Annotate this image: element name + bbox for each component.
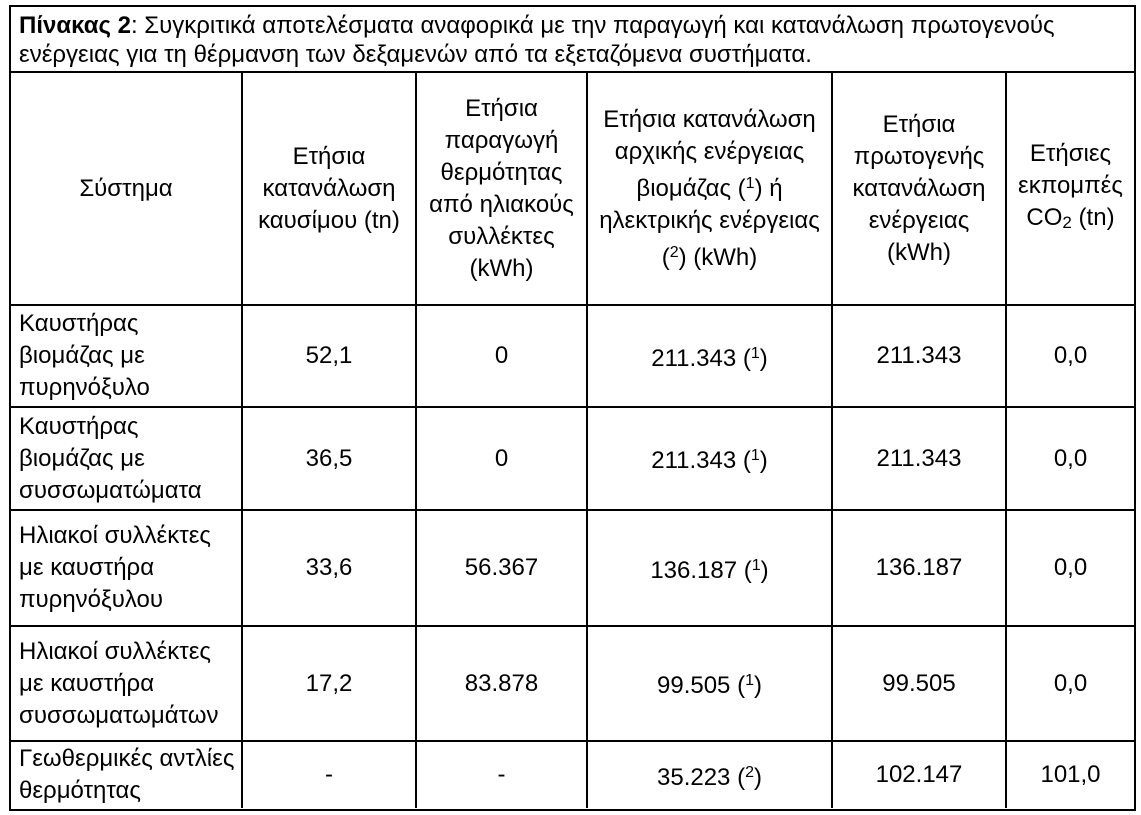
footnote-marker: 1 xyxy=(745,672,754,689)
table-row xyxy=(11,626,1134,741)
cell-system: Καυστήρας βιομάζας με πυρηνόξυλο xyxy=(11,305,242,407)
cell-system: Καυστήρας βιομάζας με συσσωματώματα xyxy=(11,407,242,510)
header-co2 xyxy=(1006,73,1134,305)
initial-close: ) xyxy=(760,556,769,584)
table-row xyxy=(11,407,1134,510)
cell-initial-energy xyxy=(587,407,832,510)
footnote-marker: 2 xyxy=(745,763,754,781)
table-frame xyxy=(9,5,1136,811)
initial-close: ) xyxy=(753,672,762,699)
cell-co2: 0,0 xyxy=(1006,305,1134,407)
table-caption xyxy=(11,7,1134,73)
cell-primary-energy: 136.187 xyxy=(832,510,1006,626)
cell-fuel: 17,2 xyxy=(242,626,416,741)
initial-value: 136.187 ( xyxy=(650,556,752,584)
cell-system: Ηλιακοί συλλέκτες με καυστήρα πυρηνόξυλου xyxy=(11,510,242,626)
cell-primary-energy: 211.343 xyxy=(832,407,1006,510)
header-initial-text-1: Ετήσια κατανάλωση αρχικής ενέργειας βιομάζας ( xyxy=(603,105,816,202)
footnote-marker: 1 xyxy=(745,174,755,192)
cell-primary-energy: 99.505 xyxy=(832,626,1006,741)
footnote-marker: 1 xyxy=(750,447,760,464)
cell-co2: 0,0 xyxy=(1006,407,1134,510)
cell-system: Γεωθερμικές αντλίες θερμότητας xyxy=(11,741,242,808)
caption-label: Πίνακας 2 xyxy=(19,12,131,39)
cell-solar: 56.367 xyxy=(416,510,587,626)
header-row xyxy=(11,73,1134,305)
header-initial-text-2: ) ή ηλεκτρικής ενέργειας ( xyxy=(599,174,820,271)
comparison-table xyxy=(11,73,1134,808)
initial-close: ) xyxy=(759,344,768,372)
cell-fuel: 33,6 xyxy=(242,510,416,626)
table-row xyxy=(11,305,1134,407)
cell-primary-energy: 211.343 xyxy=(832,305,1006,407)
cell-fuel: 36,5 xyxy=(242,407,416,510)
initial-value: 99.505 ( xyxy=(657,672,746,699)
header-system: Σύστημα xyxy=(11,73,242,305)
header-primary-energy: Ετήσια πρωτογενής κατανάλωση ενέργειας (kWh) xyxy=(832,73,1006,305)
initial-close: ) xyxy=(759,447,768,474)
co2-subscript: 2 xyxy=(1062,213,1072,232)
initial-value: 211.343 ( xyxy=(651,447,751,474)
header-co2-text-1: Ετήσιες εκπομπές CO xyxy=(1018,140,1123,231)
cell-system: Ηλιακοί συλλέκτες με καυστήρα συσσωματωμάτων xyxy=(11,626,242,741)
initial-close: ) xyxy=(753,763,762,791)
cell-co2: 0,0 xyxy=(1006,510,1134,626)
cell-fuel: - xyxy=(242,741,416,808)
cell-primary-energy: 102.147 xyxy=(832,741,1006,808)
table-row xyxy=(11,741,1134,808)
footnote-marker: 1 xyxy=(750,344,760,362)
footnote-marker: 2 xyxy=(669,243,679,261)
header-initial-energy xyxy=(587,73,832,305)
caption-text: : Συγκριτικά αποτελέσματα αναφορικά με την παραγωγή και κατανάλωση πρωτογενούς ενέργειας για τη θέρμανση των δεξαμενών από τα εξεταζόμενα συστήματα. xyxy=(19,12,1055,68)
cell-initial-energy xyxy=(587,741,832,808)
cell-solar: 0 xyxy=(416,305,587,407)
cell-initial-energy xyxy=(587,626,832,741)
initial-value: 211.343 ( xyxy=(651,344,751,372)
cell-initial-energy xyxy=(587,305,832,407)
initial-value: 35.223 ( xyxy=(657,763,746,791)
cell-fuel: 52,1 xyxy=(242,305,416,407)
table-row xyxy=(11,510,1134,626)
header-initial-text-3: ) (kWh) xyxy=(678,243,758,271)
footnote-marker: 1 xyxy=(751,556,761,574)
cell-solar: - xyxy=(416,741,587,808)
header-solar: Ετήσια παραγωγή θερμότητας από ηλιακούς συλλέκτες (kWh) xyxy=(416,73,587,305)
cell-co2: 0,0 xyxy=(1006,626,1134,741)
cell-solar: 0 xyxy=(416,407,587,510)
cell-initial-energy xyxy=(587,510,832,626)
header-fuel: Ετήσια κατανάλωση καυσίμου (tn) xyxy=(242,73,416,305)
cell-co2: 101,0 xyxy=(1006,741,1134,808)
header-co2-text-2: (tn) xyxy=(1071,204,1115,231)
cell-solar: 83.878 xyxy=(416,626,587,741)
